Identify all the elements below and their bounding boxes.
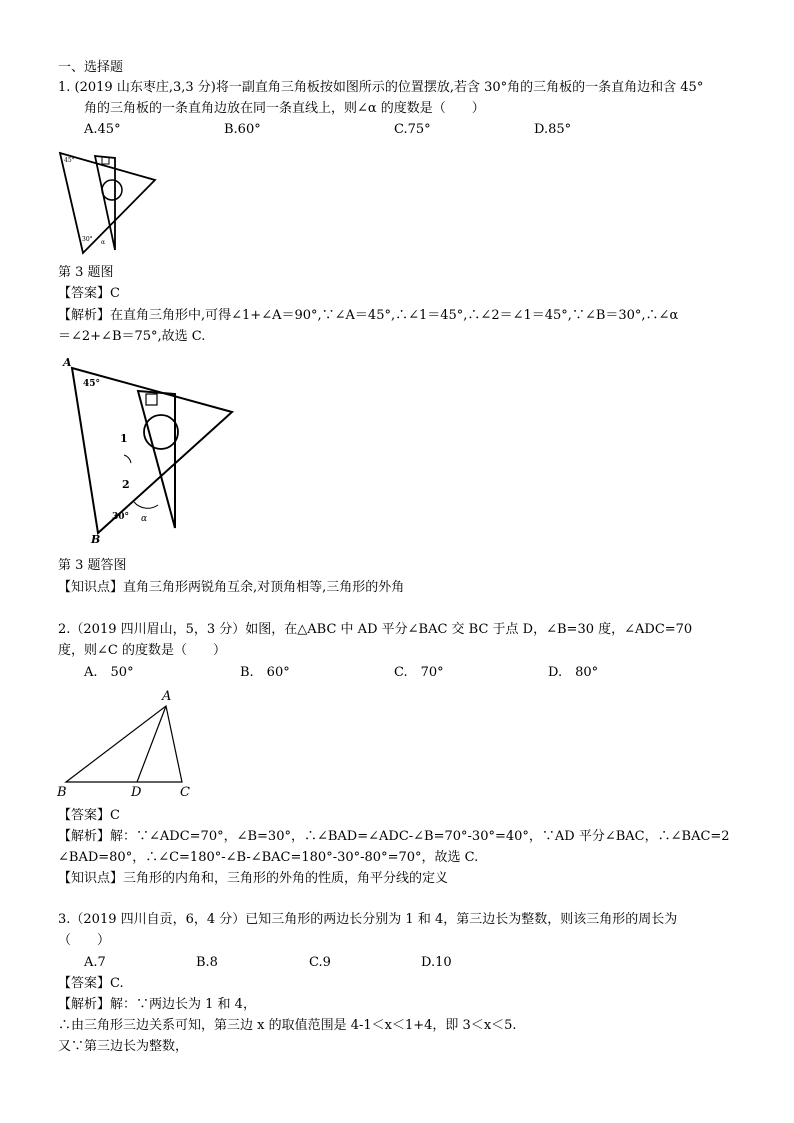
q2-option-d: D. 80°	[548, 665, 599, 680]
q2-knowledge: 【知识点】三角形的内角和，三角形的外角的性质，角平分线的定义	[58, 871, 449, 886]
q2-option-a: A. 50°	[84, 665, 134, 680]
q1-option-d: D.85°	[534, 122, 572, 137]
q3-answer: 【答案】C.	[58, 976, 124, 991]
q1-stem-line1: 1. (2019 山东枣庄,3,3 分)将一副直角三角板按如图所示的位置摆放,若含 30°角的三角板的一条直角边和含 45°	[58, 80, 704, 95]
q1-ans-label-B: B	[91, 533, 101, 546]
q2-option-b: B. 60°	[240, 665, 290, 680]
q2-analysis-line2: ∠BAD=80°，∴∠C=180°-∠B-∠BAC=180°-30°-80°=70°，故选 C.	[58, 850, 479, 865]
q2-label-C: C	[180, 785, 190, 800]
q2-answer: 【答案】C	[58, 808, 120, 823]
q1-ans-label-alpha: α	[141, 514, 148, 524]
q3-option-c: C.9	[309, 955, 331, 970]
q1-fig-circle	[102, 180, 122, 200]
section-title: 一、选择题	[58, 60, 124, 75]
q3-analysis-line3: 又∵第三边长为整数，	[58, 1039, 189, 1054]
q1-option-c: C.75°	[394, 122, 431, 137]
q1-figure	[55, 148, 165, 258]
q1-fig-label-45: 45°	[64, 157, 75, 164]
q1-ans-arc-1	[124, 455, 131, 463]
q1-option-a: A.45°	[84, 122, 121, 137]
q2-label-D: D	[131, 785, 142, 800]
q1-fig-label-alpha: α	[101, 239, 106, 246]
q1-ans-label-A: A	[63, 356, 72, 369]
q1-fig2-caption: 第 3 题答图	[58, 558, 127, 573]
q1-analysis-line1: 【解析】在直角三角形中,可得∠1+∠A＝90°,∵∠A＝45°,∴∠1＝45°,∴∠2＝∠1＝45°,∵∠B＝30°,∴∠α	[58, 308, 679, 323]
q2-analysis-line1: 【解析】解：∵∠ADC=70°，∠B=30°，∴∠BAD=∠ADC-∠B=70°-30°=40°，∵AD 平分∠BAC，∴∠BAC=2	[58, 829, 730, 844]
q1-ans-label-45: 45°	[83, 379, 101, 389]
q1-ans-right-angle	[146, 394, 157, 405]
q1-answer: 【答案】C	[58, 286, 120, 301]
q1-answer-figure	[58, 355, 243, 545]
q3-stem-line2: （ ）	[58, 933, 111, 948]
q1-ans-label-2: 2	[122, 478, 130, 491]
q3-stem-line1: 3.（2019 四川自贡，6，4 分）已知三角形的两边长分别为 1 和 4，第三边长为整数，则该三角形的周长为	[58, 912, 678, 927]
q1-analysis-line2: ＝∠2+∠B＝75°,故选 C.	[58, 329, 206, 344]
q2-label-A: A	[162, 689, 172, 704]
q1-fig-caption: 第 3 题图	[58, 265, 114, 280]
q1-stem-line2: 角的三角板的一条直角边放在同一条直线上，则∠α 的度数是（ ）	[84, 101, 485, 116]
q1-fig-label-30: 30°	[82, 236, 93, 243]
q1-option-b: B.60°	[224, 122, 261, 137]
q2-label-B: B	[57, 785, 67, 800]
q2-stem-line1: 2.（2019 四川眉山，5，3 分）如图，在△ABC 中 AD 平分∠BAC 交 BC 于点 D，∠B=30 度，∠ADC=70	[58, 622, 693, 637]
q1-fig-triangle-45	[60, 153, 155, 253]
q3-analysis-line1: 【解析】解：∵两边长为 1 和 4，	[58, 997, 256, 1012]
q3-analysis-line2: ∴由三角形三边关系可知，第三边 x 的取值范围是 4-1＜x＜1+4，即 3＜x＜5.	[58, 1018, 517, 1033]
q2-triangle-abc	[66, 706, 182, 782]
q2-stem-line2: 度，则∠C 的度数是（ ）	[58, 643, 226, 658]
q1-ans-arc-alpha	[134, 502, 158, 508]
q1-fig-triangle-30	[95, 156, 115, 250]
q1-ans-label-30: 30°	[112, 512, 130, 522]
q2-option-c: C. 70°	[394, 665, 444, 680]
q1-knowledge: 【知识点】直角三角形两锐角互余,对顶角相等,三角形的外角	[58, 580, 405, 595]
q2-figure	[55, 686, 200, 801]
q3-option-b: B.8	[196, 955, 218, 970]
q3-option-d: D.10	[421, 955, 452, 970]
q1-ans-label-1: 1	[120, 432, 128, 445]
q3-option-a: A.7	[84, 955, 106, 970]
